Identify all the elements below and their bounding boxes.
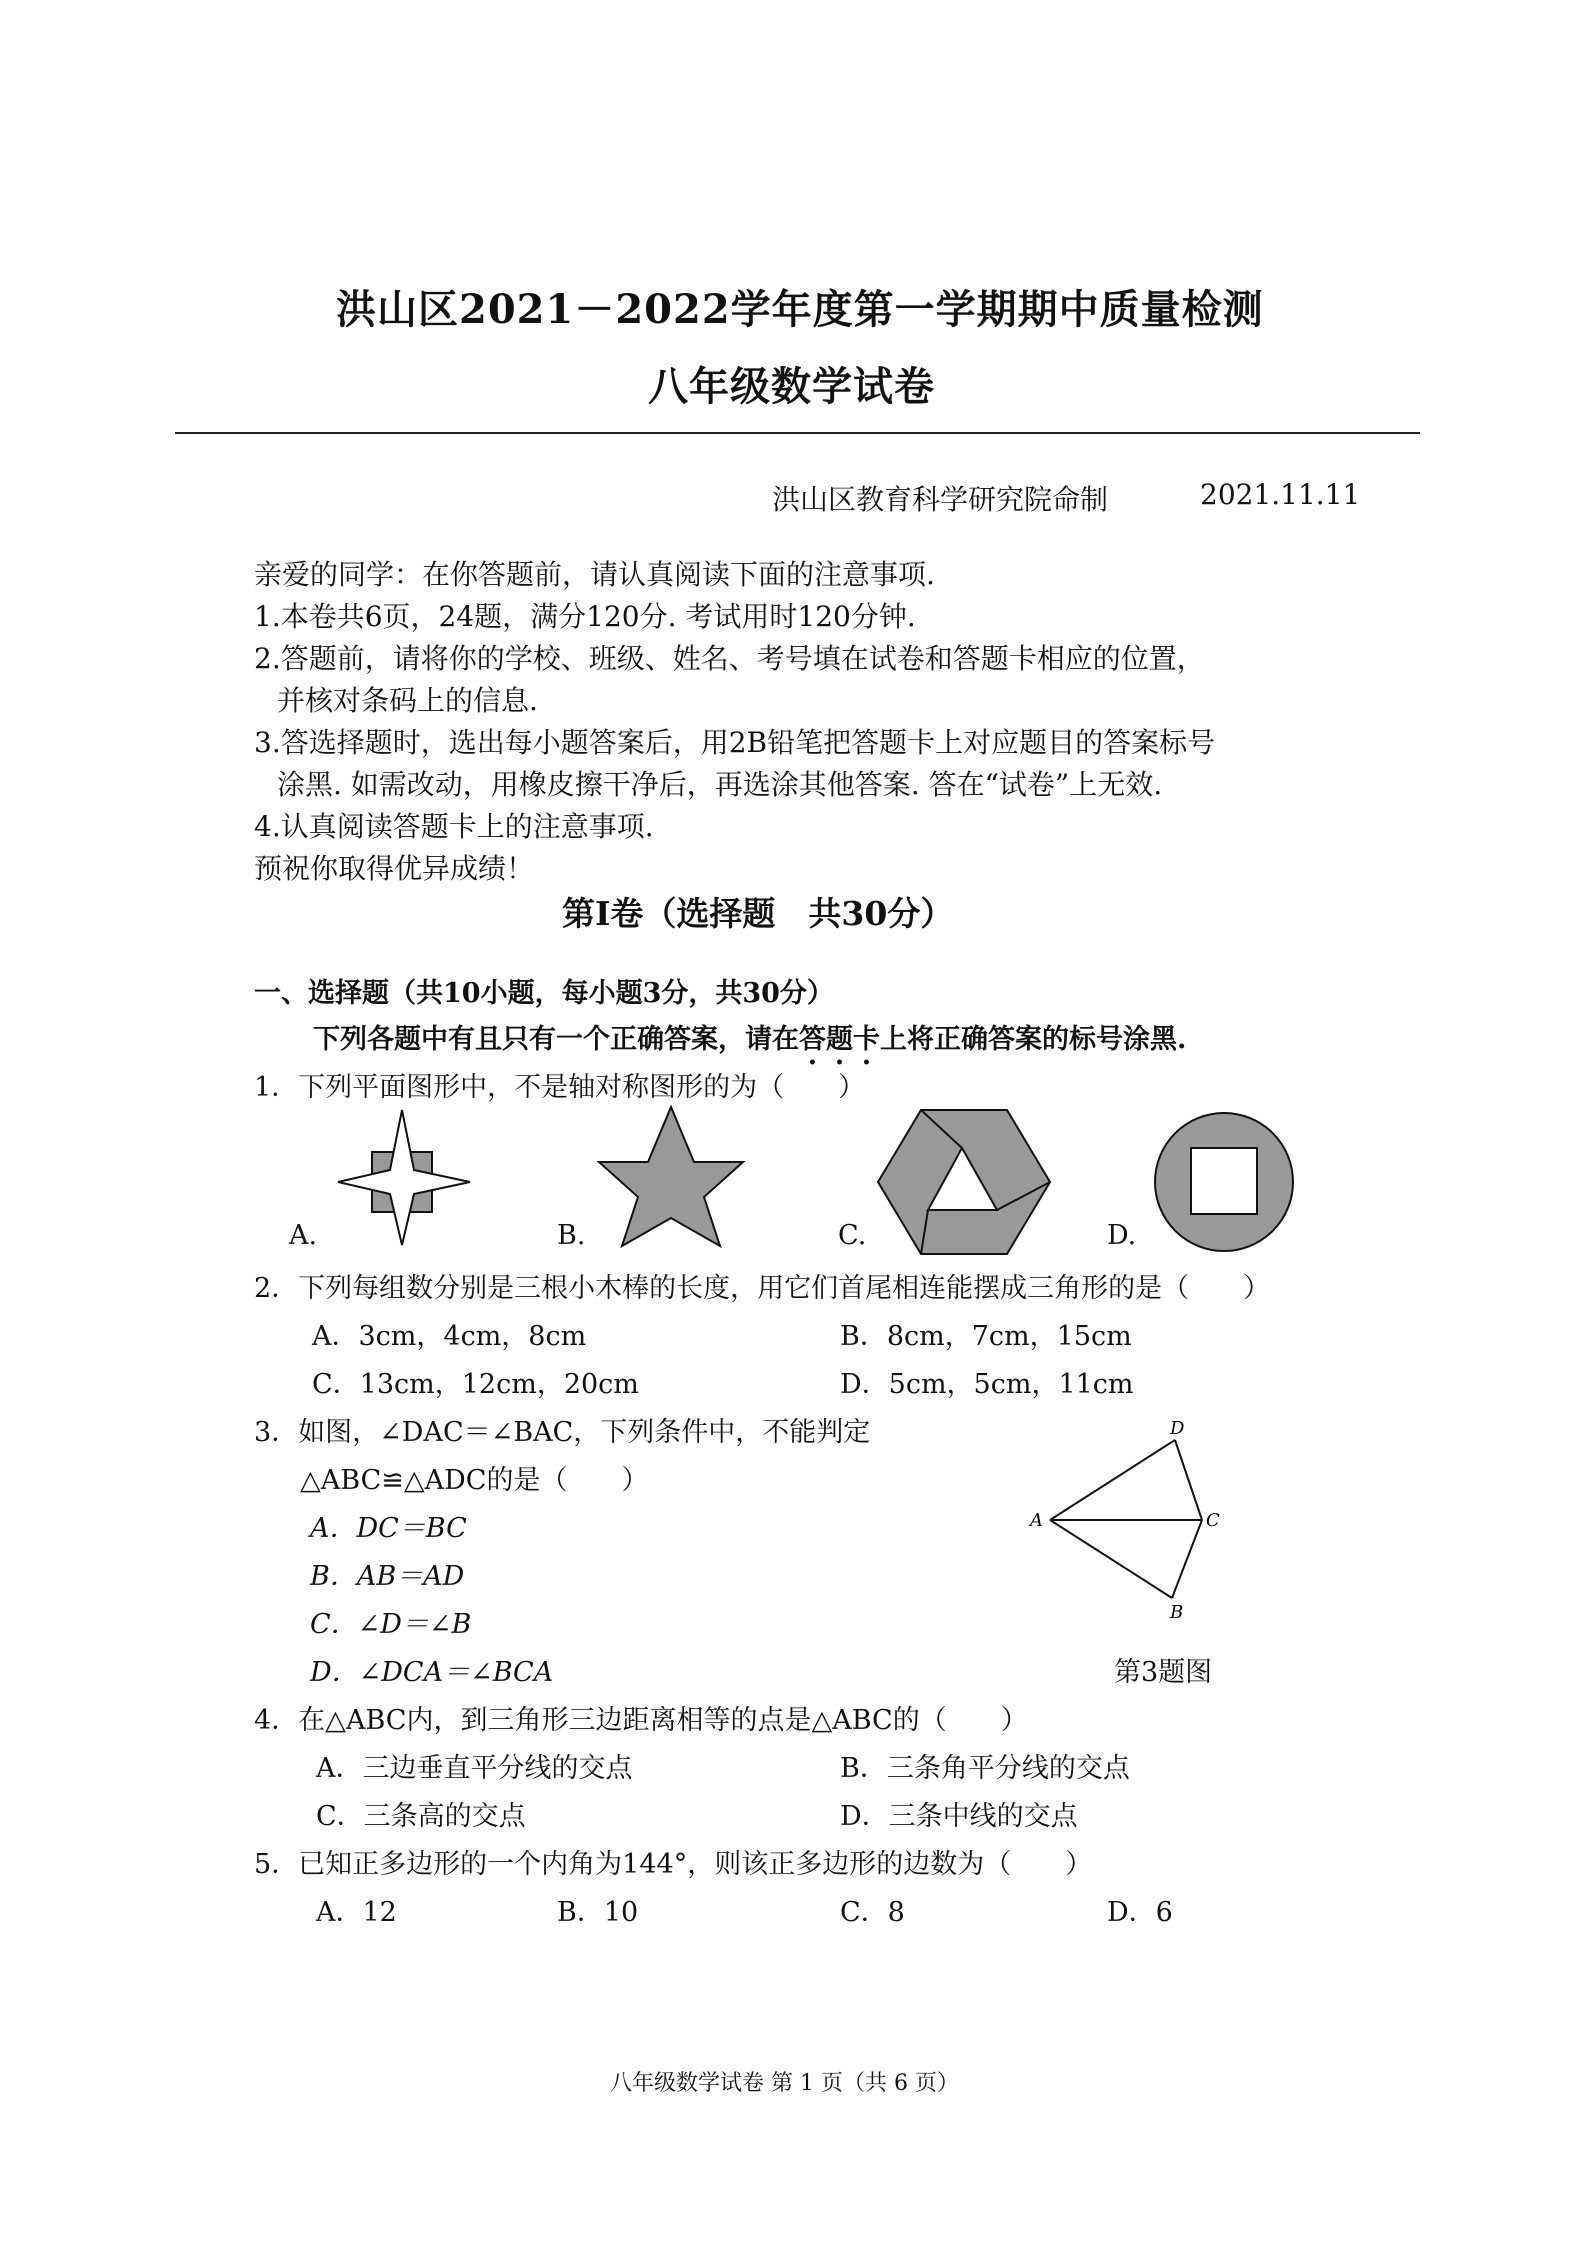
figure-b-five-point-star — [599, 1107, 743, 1246]
point-a-label: A — [1030, 1510, 1043, 1531]
question-1-stem: 1．下列平面图形中，不是轴对称图形的为（ ） — [254, 1072, 866, 1103]
q3-option-b: B．AB＝AD — [310, 1561, 465, 1592]
q4-option-a: A．三边垂直平分线的交点 — [316, 1753, 633, 1784]
notice-item-2: 2.答题前，请将你的学校、班级、姓名、考号填在试卷和答题卡相应的位置， — [254, 642, 1205, 675]
page-footer: 八年级数学试卷 第 1 页（共 6 页） — [610, 2071, 959, 2096]
q3-option-a: A．DC＝BC — [310, 1513, 467, 1544]
q4-option-b: B．三条角平分线的交点 — [840, 1753, 1130, 1784]
segment-ad — [1050, 1440, 1175, 1520]
question-4-stem: 4．在△ABC内，到三角形三边距离相等的点是△ABC的（ ） — [254, 1705, 1028, 1736]
q1-label-c: C. — [838, 1220, 867, 1251]
question-3-figure — [1020, 1420, 1240, 1620]
q1-label-b: B. — [557, 1220, 586, 1251]
q3-option-d: D．∠DCA＝∠BCA — [310, 1657, 554, 1688]
q5-option-d: D．6 — [1107, 1897, 1173, 1928]
segment-ab — [1050, 1520, 1172, 1598]
figure-a-four-point-star — [338, 1110, 470, 1245]
point-b-label: B — [1170, 1602, 1184, 1620]
question-2-stem: 2．下列每组数分别是三根小木棒的长度，用它们首尾相连能摆成三角形的是（ ） — [254, 1273, 1271, 1304]
segment-dc — [1175, 1440, 1202, 1520]
exam-subtitle: 八年级数学试卷 — [648, 363, 935, 410]
q5-option-c: C．8 — [840, 1897, 905, 1928]
question-1-figures — [0, 1100, 1586, 1280]
instruction-post: 上将正确答案的标号涂黑. — [880, 1024, 1187, 1055]
title-divider — [175, 432, 1420, 434]
exam-title: 洪山区2021－2022学年度第一学期期中质量检测 — [336, 286, 1264, 333]
notice-item-3: 3.答选择题时，选出每小题答案后，用2B铅笔把答题卡上对应题目的答案标号 — [254, 726, 1216, 759]
section-instruction — [313, 1017, 1186, 1071]
notice-item-4: 4.认真阅读答题卡上的注意事项. — [254, 810, 654, 843]
q5-option-a: A．12 — [316, 1897, 397, 1928]
q5-option-b: B．10 — [557, 1897, 639, 1928]
q2-option-a: A．3cm，4cm，8cm — [312, 1321, 587, 1352]
section-title: 一、选择题（共10小题，每小题3分，共30分） — [254, 978, 834, 1009]
notice-intro: 亲爱的同学：在你答题前，请认真阅读下面的注意事项. — [254, 558, 935, 591]
segment-bc — [1172, 1520, 1202, 1598]
notice-item-2-cont: 并核对条码上的信息. — [277, 684, 538, 717]
part1-heading: 第Ⅰ卷（选择题 共30分） — [562, 894, 954, 933]
instruction-emph: 答题卡 — [799, 1024, 880, 1055]
instruction-pre: 下列各题中有且只有一个正确答案，请在 — [313, 1024, 799, 1055]
notice-item-3-cont: 涂黑. 如需改动，用橡皮擦干净后，再选涂其他答案. 答在“试卷”上无效. — [277, 768, 1163, 801]
q2-option-c: C．13cm，12cm，20cm — [312, 1369, 639, 1400]
question-5-stem: 5．已知正多边形的一个内角为144°，则该正多边形的边数为（ ） — [254, 1849, 1093, 1880]
q4-option-c: C．三条高的交点 — [316, 1801, 526, 1832]
figure-d-circle-square — [1155, 1113, 1293, 1251]
question-3-stem: 3．如图，∠DAC＝∠BAC，下列条件中，不能判定 — [254, 1417, 871, 1448]
question-3-stem-cont: △ABC≌△ADC的是（ ） — [300, 1465, 649, 1496]
q3-option-c: C．∠D＝∠B — [310, 1609, 472, 1640]
issuer: 洪山区教育科学研究院命制 — [772, 483, 1109, 516]
q1-label-a: A. — [289, 1220, 318, 1251]
point-c-label: C — [1206, 1510, 1220, 1531]
q2-option-b: B．8cm，7cm，15cm — [840, 1321, 1132, 1352]
issue-date: 2021.11.11 — [1200, 478, 1361, 511]
q3-figure-caption: 第3题图 — [1114, 1657, 1213, 1688]
point-d-label: D — [1170, 1420, 1185, 1439]
q4-option-d: D．三条中线的交点 — [840, 1801, 1078, 1832]
q1-label-d: D. — [1107, 1220, 1137, 1251]
figure-c-hexagon-triangle — [878, 1110, 1050, 1254]
q2-option-d: D．5cm，5cm，11cm — [840, 1369, 1134, 1400]
notice-item-1: 1.本卷共6页，24题，满分120分. 考试用时120分钟. — [254, 600, 916, 633]
notice-wish: 预祝你取得优异成绩！ — [254, 852, 535, 885]
